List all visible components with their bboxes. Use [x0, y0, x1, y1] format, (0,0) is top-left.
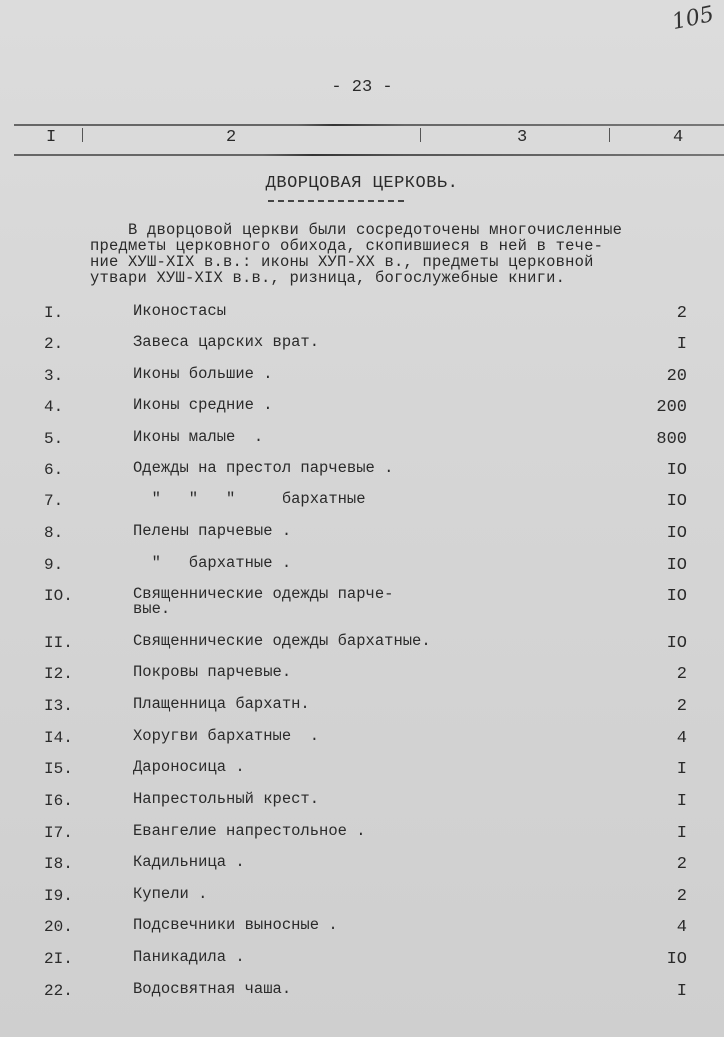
item-num: 22. — [44, 982, 73, 1000]
intro-line: В дворцовой церкви были сосредоточены многочисленные — [90, 221, 623, 239]
item-qty: 200 — [656, 398, 687, 417]
item-name: Плащенница бархатн. — [133, 695, 310, 713]
list-item — [0, 461, 724, 485]
item-qty: IO — [666, 556, 687, 575]
item-qty: I — [676, 760, 687, 779]
item-name: Дароносица . — [133, 758, 245, 776]
item-name: Подсвечники выносные . — [133, 916, 338, 934]
item-name: Евангелие напрестольное . — [133, 822, 366, 840]
item-name: Иконы малые . — [133, 428, 264, 446]
column-header-3: 3 — [517, 128, 528, 147]
item-num: I7. — [44, 824, 73, 842]
item-num: I5. — [44, 760, 73, 778]
item-num: I9. — [44, 887, 73, 905]
section-title: ДВОРЦОВАЯ ЦЕРКОВЬ. — [265, 174, 459, 193]
item-num: 2. — [44, 335, 64, 353]
item-num: 9. — [44, 556, 64, 574]
item-name: Напрестольный крест. — [133, 790, 320, 808]
item-name: " бархатные . — [133, 554, 292, 572]
intro-line: утвари ХУШ-XIX в.в., ризница, богослужебные книги. — [90, 269, 566, 287]
item-qty: 2 — [676, 887, 687, 906]
item-num: 6. — [44, 461, 64, 479]
item-qty: IO — [666, 587, 687, 606]
item-num: I6. — [44, 792, 73, 810]
item-name: Покровы парчевые. — [133, 663, 292, 681]
item-name: Водосвятная чаша. — [133, 980, 292, 998]
item-name: Иконы средние . — [133, 396, 273, 414]
item-name: Пелены парчевые . — [133, 522, 292, 540]
item-name: Иконы большие . — [133, 365, 273, 383]
list-item — [0, 918, 724, 942]
item-name: Завеса царских врат. — [133, 333, 320, 351]
list-item — [0, 398, 724, 422]
item-qty: 2 — [676, 304, 687, 323]
list-item — [0, 492, 724, 516]
header-rule-top — [14, 124, 724, 126]
list-item — [0, 524, 724, 548]
column-divider — [609, 128, 610, 142]
item-num: I. — [44, 304, 64, 322]
column-header-2: 2 — [226, 128, 237, 147]
item-name: Хоругви бархатные . — [133, 727, 320, 745]
item-num: I2. — [44, 665, 73, 683]
list-item — [0, 697, 724, 721]
list-item — [0, 950, 724, 974]
list-item — [0, 760, 724, 784]
item-qty: I — [676, 824, 687, 843]
list-item — [0, 634, 724, 658]
item-qty: I — [676, 792, 687, 811]
item-qty: IO — [666, 524, 687, 543]
item-num: 2I. — [44, 950, 73, 968]
list-item — [0, 367, 724, 391]
item-qty: I — [676, 982, 687, 1001]
item-name: Кадильница . — [133, 853, 245, 871]
header-rule-bottom — [14, 154, 724, 156]
item-num: 20. — [44, 918, 73, 936]
list-item — [0, 335, 724, 359]
column-divider — [420, 128, 421, 142]
item-qty: 2 — [676, 855, 687, 874]
item-num: 4. — [44, 398, 64, 416]
item-name: Священнические одежды парче- вые. — [133, 585, 394, 618]
item-num: II. — [44, 634, 73, 652]
list-item — [0, 430, 724, 454]
list-item — [0, 982, 724, 1006]
column-divider — [82, 128, 83, 142]
title-underline — [268, 200, 404, 202]
item-num: I4. — [44, 729, 73, 747]
list-item — [0, 855, 724, 879]
intro-line: ние ХУШ-XIX в.в.: иконы ХУП-ХХ в., предметы церковной — [90, 253, 594, 271]
item-qty: 4 — [676, 729, 687, 748]
column-header-4: 4 — [673, 128, 684, 147]
item-name: Одежды на престол парчевые . — [133, 459, 394, 477]
item-num: 7. — [44, 492, 64, 510]
item-qty: 800 — [656, 430, 687, 449]
item-qty: 2 — [676, 665, 687, 684]
item-qty: I — [676, 335, 687, 354]
list-item — [0, 824, 724, 848]
list-item — [0, 665, 724, 689]
list-item — [0, 729, 724, 753]
intro-line: предметы церковного обихода, скопившиеся в ней в тече- — [90, 237, 604, 255]
item-qty: 20 — [666, 367, 687, 386]
list-item — [0, 585, 724, 618]
item-qty: IO — [666, 950, 687, 969]
list-item — [0, 556, 724, 580]
item-num: 5. — [44, 430, 64, 448]
item-num: I8. — [44, 855, 73, 873]
list-item — [0, 887, 724, 911]
item-name: " " " бархатные — [133, 490, 366, 508]
item-name: Паникадила . — [133, 948, 245, 966]
page-number: - 23 - — [331, 78, 393, 97]
item-name: Священнические одежды бархатные. — [133, 632, 431, 650]
archive-page-number: 105 — [669, 1, 717, 36]
item-name: Иконостасы — [133, 302, 227, 320]
intro-paragraph — [90, 222, 710, 286]
list-item — [0, 792, 724, 816]
item-num: IO. — [44, 587, 73, 605]
item-num: I3. — [44, 697, 73, 715]
item-qty: 4 — [676, 918, 687, 937]
item-qty: IO — [666, 634, 687, 653]
item-num: 8. — [44, 524, 64, 542]
item-qty: IO — [666, 461, 687, 480]
item-qty: IO — [666, 492, 687, 511]
item-qty: 2 — [676, 697, 687, 716]
column-header-1: I — [46, 128, 57, 147]
item-name: Купели . — [133, 885, 208, 903]
list-item — [0, 304, 724, 328]
item-num: 3. — [44, 367, 64, 385]
